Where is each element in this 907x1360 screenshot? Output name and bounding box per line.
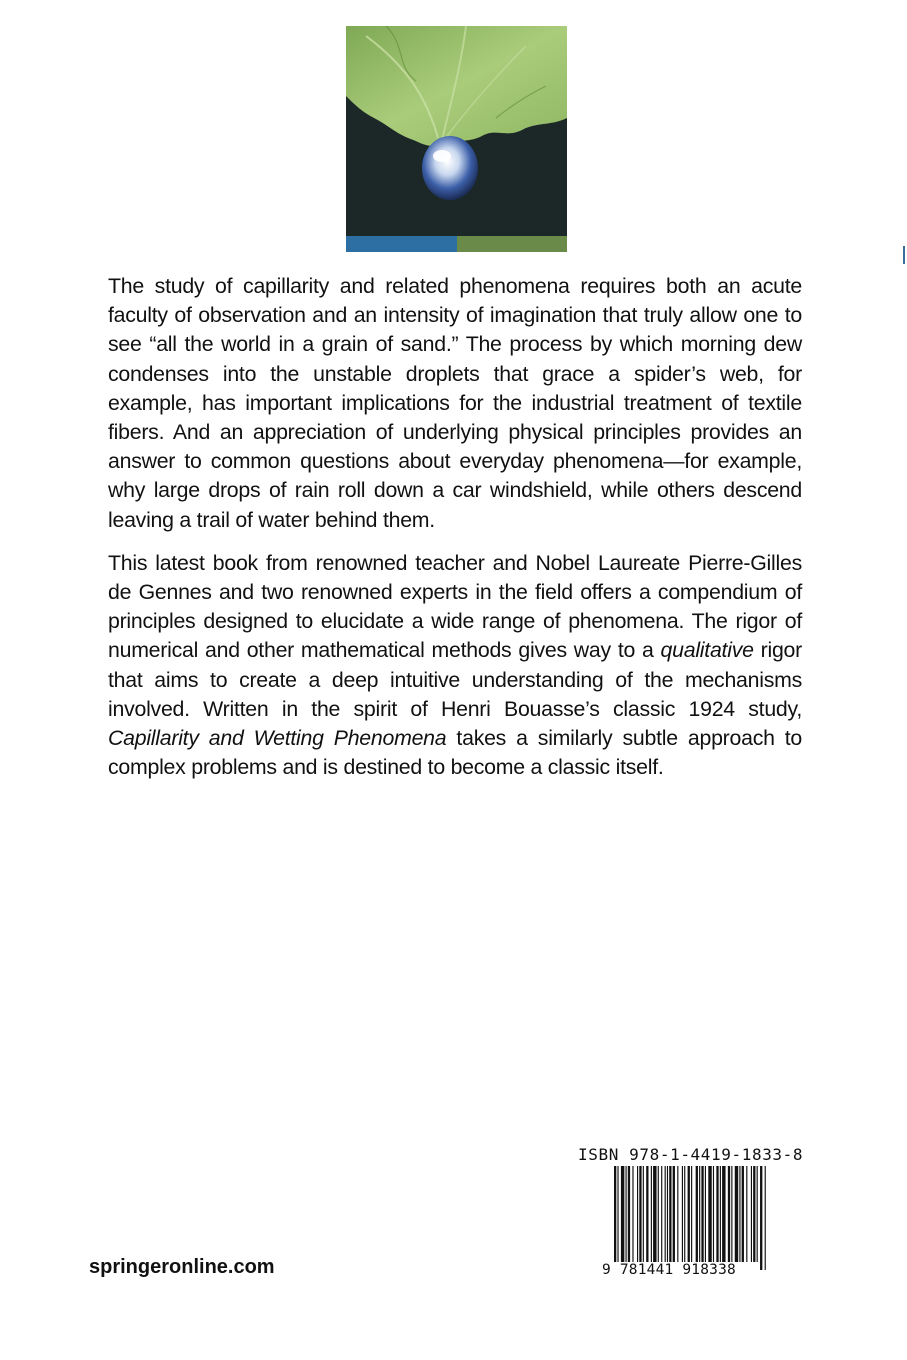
barcode-bar: [669, 1166, 671, 1262]
barcode-bar: [677, 1166, 678, 1262]
barcode-bar: [722, 1166, 725, 1262]
italic-qualitative: qualitative: [660, 638, 754, 663]
italic-book-title: Capillarity and Wetting Phenomena: [108, 726, 447, 751]
barcode-bar: [696, 1166, 698, 1262]
barcode-bar: [757, 1166, 758, 1262]
barcode-bar: [751, 1166, 752, 1262]
barcode-bar: [651, 1166, 652, 1262]
barcode-bar: [765, 1166, 766, 1270]
barcode-bar: [682, 1166, 683, 1262]
barcode-bar: [739, 1166, 740, 1262]
barcode-bar: [688, 1166, 690, 1270]
barcode-bar: [760, 1166, 762, 1270]
barcode-bar: [713, 1166, 714, 1262]
barcode-bar: [746, 1166, 747, 1262]
barcode-bar: [708, 1166, 711, 1262]
leaf-droplet-image: [346, 26, 567, 252]
barcode-bar: [661, 1166, 662, 1262]
barcode-bars: [612, 1166, 767, 1270]
barcode-bar: [735, 1166, 738, 1262]
back-cover-blurb: [108, 272, 802, 782]
barcode-bar: [653, 1166, 656, 1262]
barcode-bar: [658, 1166, 659, 1262]
barcode-digits: 9 781441 918338: [602, 1262, 736, 1278]
barcode-bar: [720, 1166, 721, 1262]
barcode-bar: [632, 1166, 633, 1262]
barcode-bar: [646, 1166, 648, 1262]
barcode-bar: [673, 1166, 675, 1262]
barcode-bar: [621, 1166, 624, 1262]
cover-photo: [346, 26, 567, 252]
barcode-bar: [753, 1166, 755, 1262]
barcode-bar: [728, 1166, 730, 1262]
spine-edge-mark: [903, 246, 905, 264]
barcode-bar: [731, 1166, 732, 1262]
publisher-website: springeronline.com: [89, 1256, 275, 1278]
barcode-bar: [626, 1166, 627, 1262]
barcode-bar: [667, 1166, 668, 1262]
barcode-bar: [716, 1166, 718, 1262]
barcode-bar: [637, 1166, 638, 1262]
barcode-bar: [617, 1166, 618, 1270]
barcode-bar: [639, 1166, 641, 1262]
blurb-paragraph-2: This latest book from renowned teacher and Nobel Laureate Pierre-Gilles de Gennes and two renowned experts in the field offers a compendium of principles designed to elucidate a wide range of phenomena. The rigor of numerical and other mathematical methods gives way to a qualitative rigor that aims to create a deep intuitive understanding of the mechanisms involved. Written in the spirit of Henri Bouasse’s classic 1924 study, Capillarity and Wetting Phenomena takes a similarly subtle approach to complex problems and is destined to become a classic itself.: [108, 550, 803, 780]
barcode-bar: [665, 1166, 666, 1262]
barcode-bar: [701, 1166, 703, 1262]
barcode-bar: [643, 1166, 644, 1262]
barcode-bar: [691, 1166, 692, 1270]
isbn-label: ISBN 978-1-4419-1833-8: [578, 1145, 804, 1164]
barcode-bar: [699, 1166, 700, 1262]
barcode-bar: [628, 1166, 630, 1262]
blurb-paragraph-1: The study of capillarity and related phenomena requires both an acute faculty of observation and an intensity of imagination that truly allow one to see “all the world in a grain of sand.” The process by which morning dew condenses into the unstable droplets that grace a spider’s web, for example, has important implications for the industrial treatment of textile fibers. And an appreciation of underlying physical principles provides an answer to common questions about everyday phenomena—for example, why large drops of rain roll down a car windshield, while others descend leaving a trail of water behind them.: [108, 274, 802, 532]
isbn-barcode: [602, 1166, 767, 1286]
barcode-bar: [614, 1166, 616, 1270]
barcode-bar: [705, 1166, 706, 1262]
barcode-bar: [684, 1166, 685, 1262]
barcode-bar: [742, 1166, 744, 1262]
